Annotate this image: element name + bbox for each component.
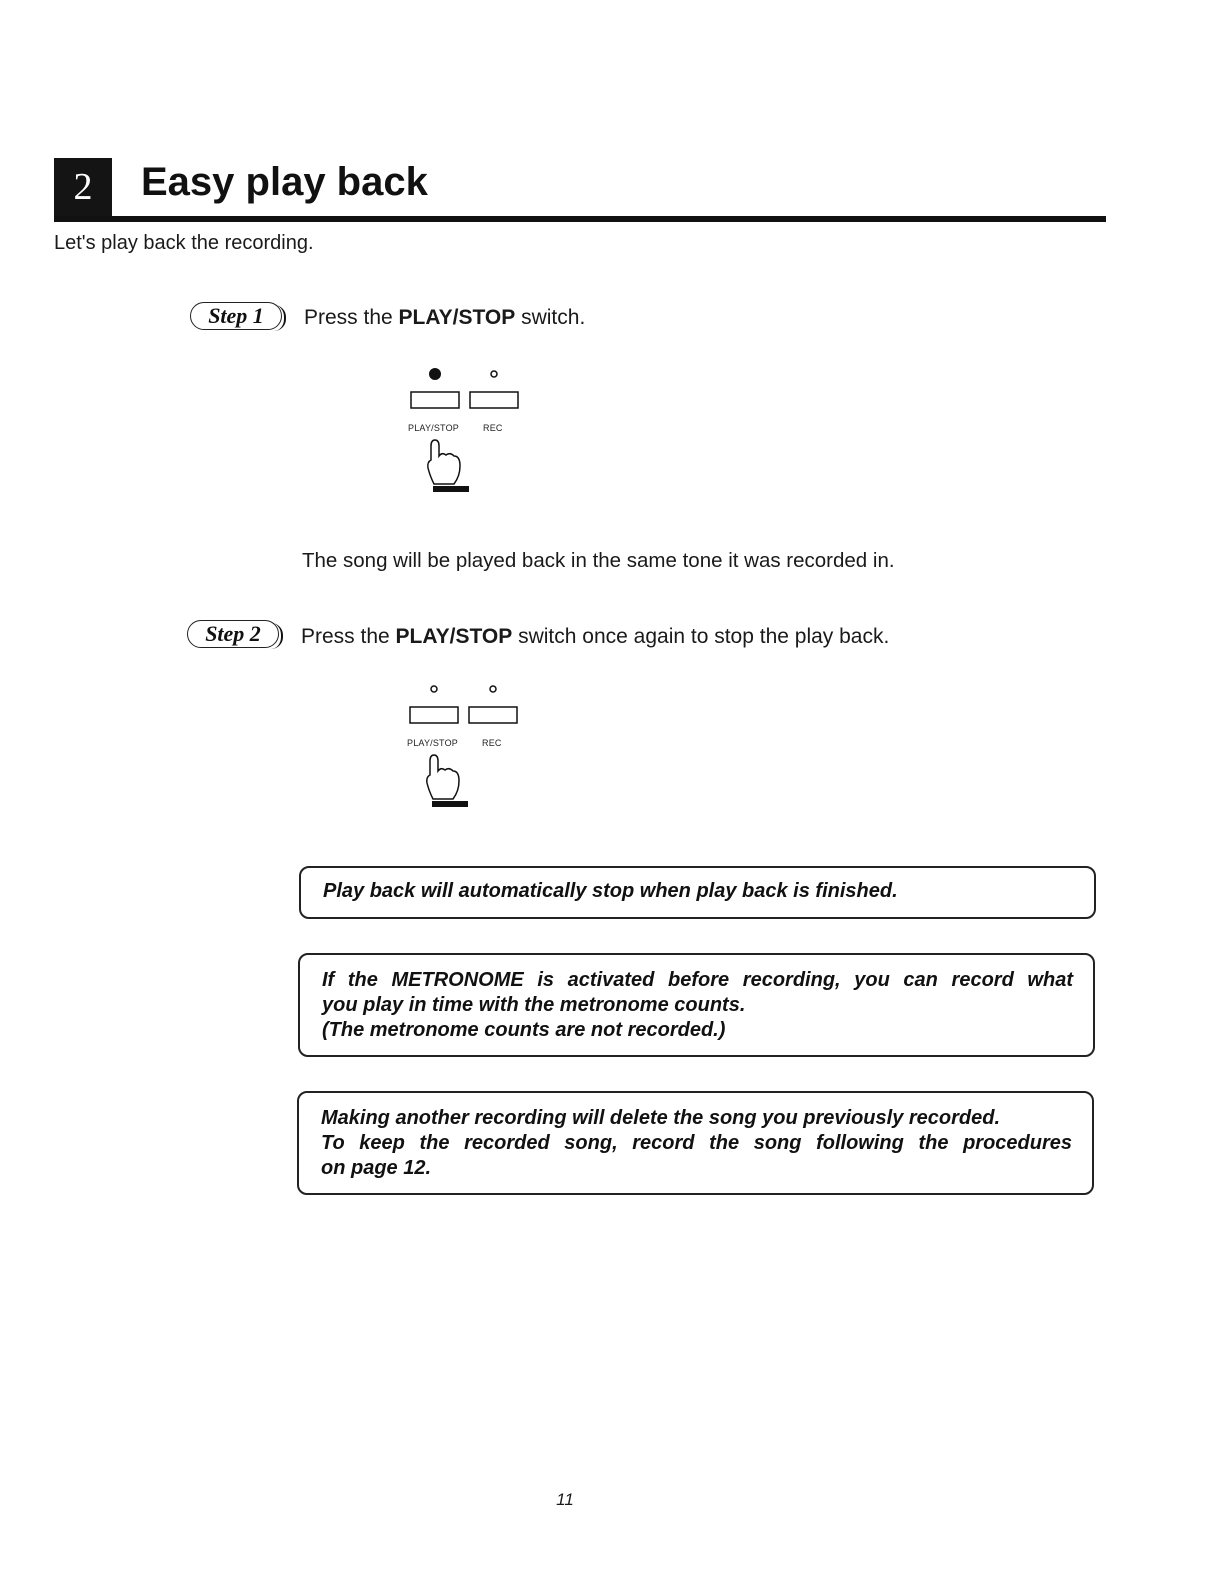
step-1-key: PLAY/STOP [398,306,516,329]
step-2-badge-label: Step 2 [205,621,261,646]
panel-diagram-stopped-art [399,675,539,825]
note-line: (The metronome counts are not recorded.) [322,1019,726,1041]
note-line: If the METRONOME is activated before recording, you can record what [322,969,1073,991]
play-stop-switch [411,392,459,408]
note-line: To keep the recorded song, record the song following the procedures [321,1132,1072,1154]
page-number: 11 [556,1490,574,1509]
panel-diagram-stopped [399,675,539,825]
step-2-key: PLAY/STOP [395,625,513,648]
step-2-badge [187,620,279,648]
note-overwrite-warning [297,1091,1094,1195]
play-indicator-off-icon [431,686,437,692]
section-divider [54,216,1106,222]
pressing-hand-base [432,801,468,807]
note-line: Making another recording will delete the song you previously recorded. [321,1107,1001,1129]
section-number-box [54,158,112,216]
rec-indicator-off-icon [491,371,497,377]
step-2-suffix: switch once again to stop the play back. [512,625,890,648]
note-metronome [298,953,1095,1057]
step-1-result: The song will be played back in the same tone it was recorded in. [302,549,895,572]
play-stop-label: PLAY/STOP [408,423,459,433]
pressing-hand-base [433,486,469,492]
pressing-hand-icon [427,755,459,799]
step-1-badge [190,302,282,330]
panel-diagram-playing-art [400,360,540,510]
note-line: you play in time with the metronome counts. [322,994,746,1016]
note-line: on page 12. [321,1157,432,1179]
pressing-hand-icon [428,440,460,484]
section-title: Easy play back [141,160,428,204]
rec-switch [470,392,518,408]
play-stop-label: PLAY/STOP [407,738,458,748]
rec-indicator-off-icon [490,686,496,692]
intro-text: Let's play back the recording. [54,232,314,254]
step-1-badge-label: Step 1 [208,303,264,328]
step-1-suffix: switch. [515,306,586,329]
play-stop-switch [410,707,458,723]
rec-label: REC [482,738,502,748]
rec-label: REC [483,423,503,433]
step-1-prefix: Press the [304,306,399,329]
step-1-instruction [304,306,585,330]
panel-diagram-playing [400,360,540,510]
note-auto-stop [299,866,1096,919]
step-2-prefix: Press the [301,625,396,648]
rec-switch [469,707,517,723]
play-indicator-lit-icon [429,368,441,380]
step-2-instruction [301,625,889,649]
section-number: 2 [73,166,93,208]
note-line: Play back will automatically stop when play back is finished. [323,880,898,902]
